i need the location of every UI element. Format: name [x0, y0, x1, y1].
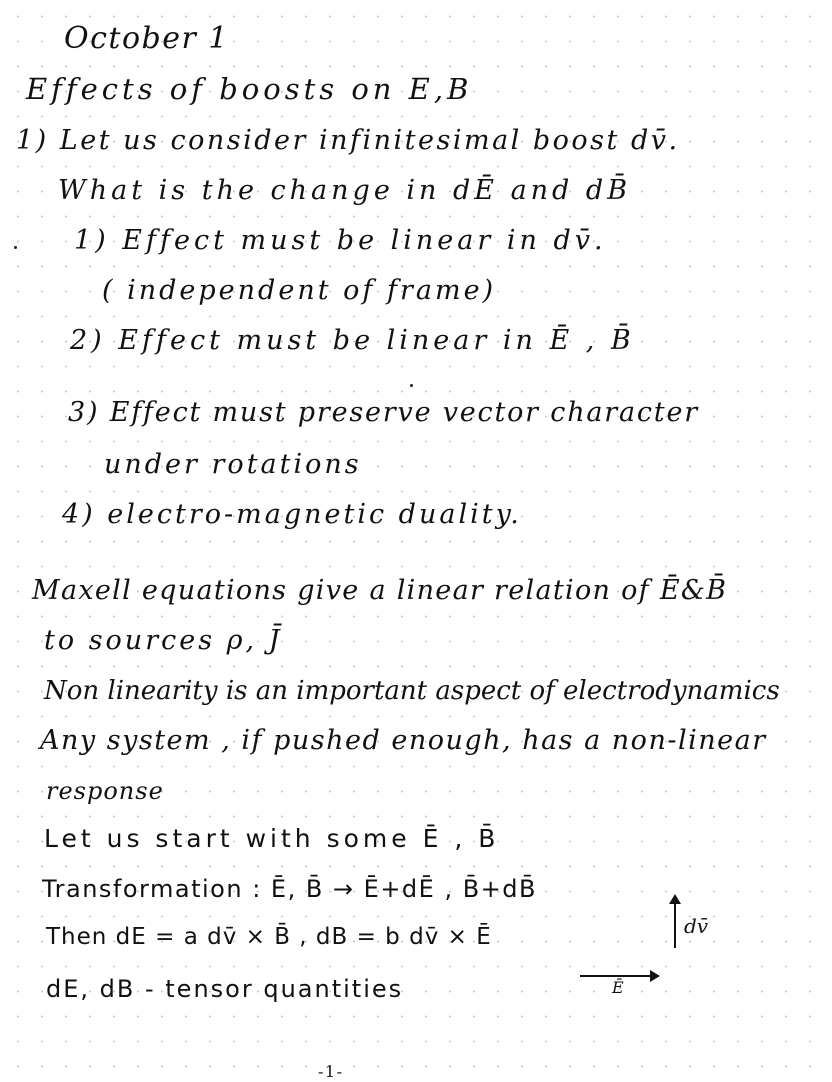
note-line-11: Non linearity is an important aspect of electrodynamics — [44, 676, 780, 706]
stray-mark — [410, 384, 413, 387]
dv-arrow-icon — [674, 898, 676, 948]
note-line-3: 1) Effect must be linear in dv̄. — [74, 225, 607, 256]
e-arrow-label: Ē — [612, 978, 624, 997]
note-line-12: Any system , if pushed enough, has a non-linear — [40, 725, 767, 756]
note-line-15: Transformation : Ē, B̄ → Ē+dĒ , B̄+dB̄ — [42, 875, 537, 903]
note-line-6: 3) Effect must preserve vector character — [68, 397, 699, 428]
note-line-4: ( independent of frame) — [102, 275, 497, 306]
note-line-8: 4) electro-magnetic duality. — [62, 499, 522, 530]
note-line-5: 2) Effect must be linear in Ē , B̄ — [70, 325, 635, 356]
date-line: October 1 — [64, 21, 229, 56]
note-line-2: What is the change in dĒ and dB̄ — [58, 175, 632, 206]
note-line-16: Then dE = a dv̄ × B̄ , dB = b dv̄ × Ē — [46, 924, 492, 950]
note-line-1: 1) Let us consider infinitesimal boost dv̄. — [16, 125, 680, 156]
heading-line: Effects of boosts on E,B — [26, 72, 473, 106]
note-line-10: to sources ρ, J̄ — [44, 625, 283, 656]
note-line-14: Let us start with some Ē , B̄ — [44, 824, 500, 853]
note-line-13: response — [46, 777, 164, 805]
stray-mark — [14, 246, 17, 249]
page-number: -1- — [318, 1062, 344, 1081]
note-line-7: under rotations — [104, 449, 362, 480]
note-line-9: Maxell equations give a linear relation of Ē&B̄ — [32, 575, 728, 606]
note-line-17: dE, dB - tensor quantities — [46, 975, 404, 1003]
dv-arrow-label: dv̄ — [684, 914, 709, 938]
